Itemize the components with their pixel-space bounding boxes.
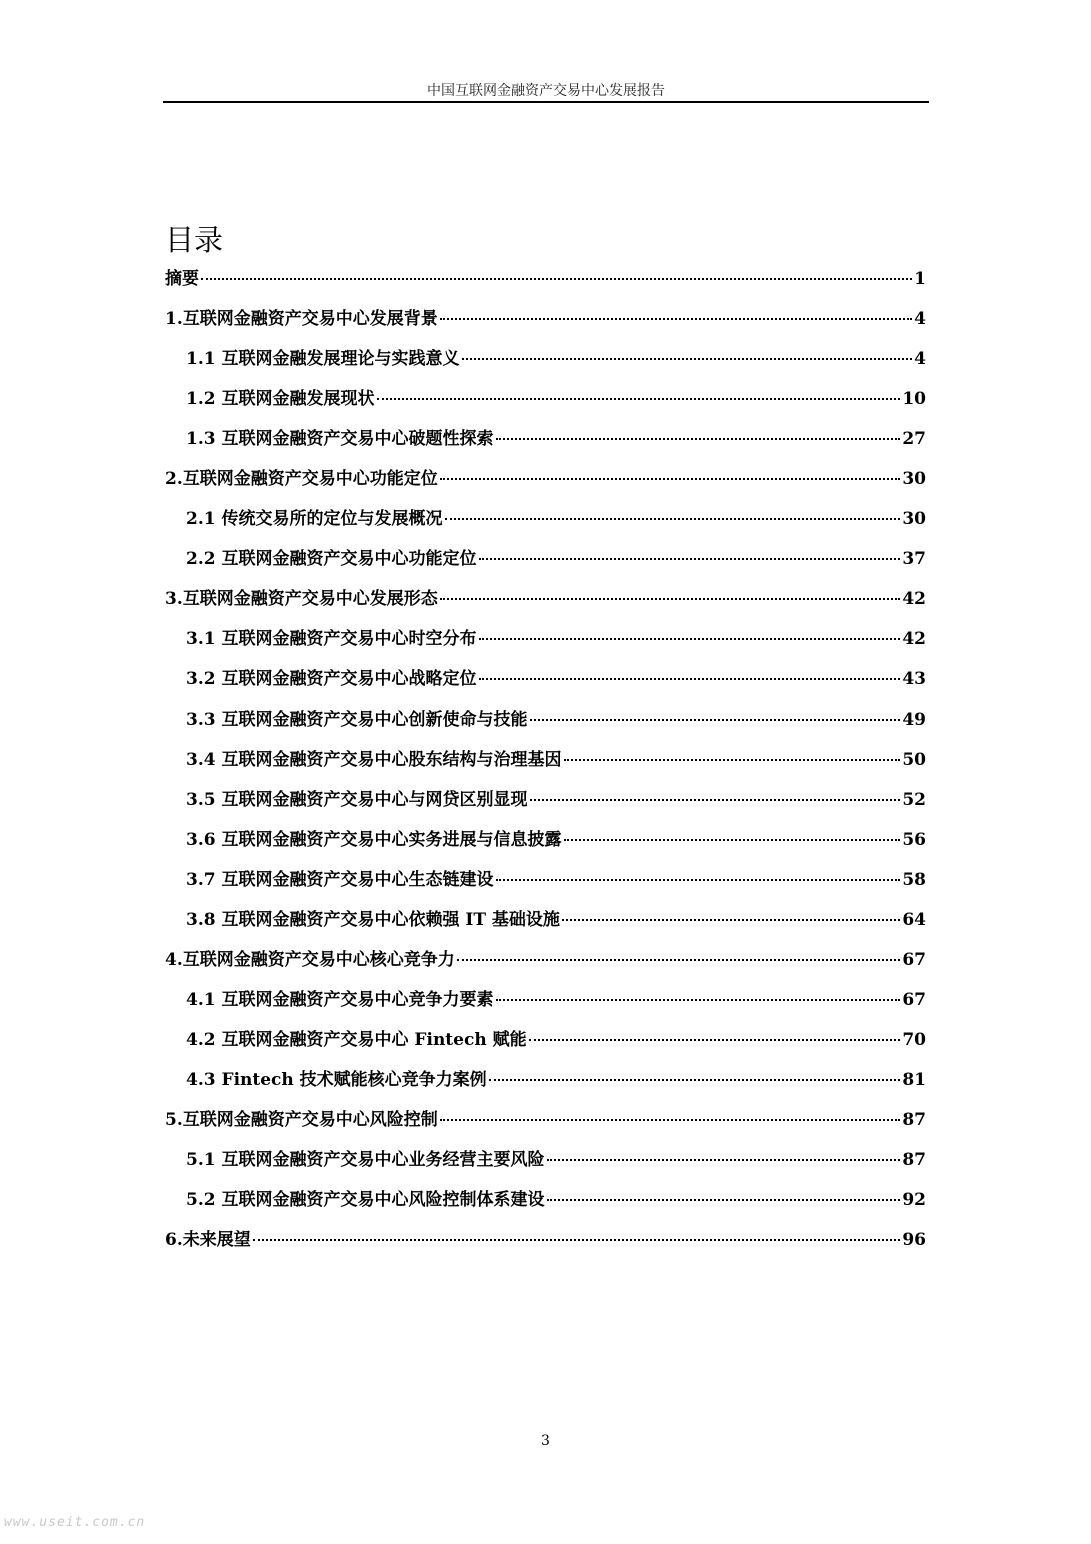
toc-entry-label: 6.未来展望 bbox=[165, 1230, 251, 1251]
toc-entry-page: 42 bbox=[902, 629, 926, 650]
toc-entry-page: 70 bbox=[902, 1029, 926, 1050]
toc-entry-page: 50 bbox=[902, 749, 926, 770]
toc-entry[interactable] bbox=[165, 504, 926, 544]
toc-entry[interactable] bbox=[165, 1065, 926, 1105]
toc-entry-page: 67 bbox=[902, 989, 926, 1010]
toc-dot-leader bbox=[440, 318, 912, 320]
toc-entry-page: 64 bbox=[902, 909, 926, 930]
toc-entry-label: 2.1 传统交易所的定位与发展概况 bbox=[186, 509, 443, 530]
toc-entry[interactable] bbox=[165, 705, 926, 745]
toc-dot-leader bbox=[440, 598, 901, 600]
toc-entry[interactable] bbox=[165, 785, 926, 825]
toc-entry-label: 3.互联网金融资产交易中心发展形态 bbox=[165, 589, 438, 610]
toc-dot-leader bbox=[547, 1199, 901, 1201]
toc-entry-label: 摘要 bbox=[165, 269, 199, 289]
toc-dot-leader bbox=[462, 358, 913, 360]
running-header: 中国互联网金融资产交易中心发展报告 bbox=[427, 83, 665, 99]
toc-dot-leader bbox=[457, 959, 901, 961]
toc-entry-page: 87 bbox=[902, 1109, 926, 1130]
toc-entry-label: 3.8 互联网金融资产交易中心依赖强 IT 基础设施 bbox=[186, 909, 560, 930]
toc-dot-leader bbox=[445, 518, 901, 520]
toc-entry-label: 4.互联网金融资产交易中心核心竞争力 bbox=[165, 949, 455, 970]
toc-entry-page: 1 bbox=[914, 269, 926, 289]
toc-entry[interactable] bbox=[165, 584, 926, 624]
toc-title: 目录 bbox=[165, 223, 224, 257]
toc-entry[interactable] bbox=[165, 1225, 926, 1265]
toc-dot-leader bbox=[496, 999, 901, 1001]
toc-dot-leader bbox=[496, 438, 901, 440]
toc-entry-page: 67 bbox=[902, 949, 926, 970]
toc-entry[interactable] bbox=[165, 985, 926, 1025]
toc-entry-page: 92 bbox=[902, 1190, 926, 1211]
toc-entry-label: 1.互联网金融资产交易中心发展背景 bbox=[165, 309, 438, 330]
toc-entry-page: 10 bbox=[902, 389, 926, 410]
toc-entry-page: 43 bbox=[902, 669, 926, 690]
toc-entry-label: 2.2 互联网金融资产交易中心功能定位 bbox=[186, 549, 477, 570]
toc-entry-label: 5.1 互联网金融资产交易中心业务经营主要风险 bbox=[186, 1150, 545, 1171]
toc-entry-page: 52 bbox=[902, 789, 926, 810]
toc-entry-page: 27 bbox=[902, 429, 926, 450]
header-rule bbox=[163, 101, 929, 103]
toc-dot-leader bbox=[489, 1079, 901, 1081]
toc-entry[interactable] bbox=[165, 544, 926, 584]
toc-entry[interactable] bbox=[165, 424, 926, 464]
toc-entry-page: 96 bbox=[902, 1230, 926, 1251]
toc-entry-label: 4.1 互联网金融资产交易中心竞争力要素 bbox=[186, 989, 494, 1010]
toc-dot-leader bbox=[377, 398, 901, 400]
toc-entry[interactable] bbox=[165, 1185, 926, 1225]
toc-entry-label: 3.3 互联网金融资产交易中心创新使命与技能 bbox=[186, 709, 528, 730]
toc-dot-leader bbox=[529, 1039, 901, 1041]
toc-entry-label: 5.互联网金融资产交易中心风险控制 bbox=[165, 1109, 438, 1130]
toc-entry-label: 3.2 互联网金融资产交易中心战略定位 bbox=[186, 669, 477, 690]
toc-entry[interactable] bbox=[165, 464, 926, 504]
toc-entry-label: 3.7 互联网金融资产交易中心生态链建设 bbox=[186, 869, 494, 890]
toc-dot-leader bbox=[564, 839, 901, 841]
toc-entry-label: 5.2 互联网金融资产交易中心风险控制体系建设 bbox=[186, 1190, 545, 1211]
toc-entry-label: 1.1 互联网金融发展理论与实践意义 bbox=[186, 349, 460, 370]
toc-dot-leader bbox=[253, 1239, 901, 1241]
toc-entry-label: 3.4 互联网金融资产交易中心股东结构与治理基因 bbox=[186, 749, 562, 770]
toc-entry[interactable] bbox=[165, 1025, 926, 1065]
toc-entry-label: 3.1 互联网金融资产交易中心时空分布 bbox=[186, 629, 477, 650]
toc-dot-leader bbox=[201, 278, 912, 280]
toc-dot-leader bbox=[479, 558, 901, 560]
toc-entry[interactable] bbox=[165, 264, 926, 304]
toc-entry-page: 58 bbox=[902, 869, 926, 890]
toc-entry-page: 37 bbox=[902, 549, 926, 570]
toc-entry[interactable] bbox=[165, 905, 926, 945]
toc-entry-page: 49 bbox=[902, 709, 926, 730]
toc-entry[interactable] bbox=[165, 1105, 926, 1145]
toc-entry[interactable] bbox=[165, 304, 926, 344]
toc-entry[interactable] bbox=[165, 1145, 926, 1185]
toc-entry-page: 30 bbox=[902, 509, 926, 530]
toc-entry-page: 87 bbox=[902, 1150, 926, 1171]
toc-entry-page: 42 bbox=[902, 589, 926, 610]
toc-dot-leader bbox=[530, 799, 901, 801]
toc-entry-label: 3.6 互联网金融资产交易中心实务进展与信息披露 bbox=[186, 829, 562, 850]
toc-dot-leader bbox=[496, 879, 901, 881]
toc-entry-page: 30 bbox=[902, 469, 926, 490]
toc-dot-leader bbox=[479, 678, 901, 680]
toc-dot-leader bbox=[440, 1119, 901, 1121]
toc-entry-label: 2.互联网金融资产交易中心功能定位 bbox=[165, 469, 438, 490]
toc-dot-leader bbox=[479, 638, 901, 640]
toc-entry-page: 4 bbox=[914, 349, 926, 370]
toc-dot-leader bbox=[440, 478, 901, 480]
toc-entry[interactable] bbox=[165, 745, 926, 785]
toc-entry-page: 81 bbox=[902, 1069, 926, 1090]
table-of-contents bbox=[165, 264, 926, 1265]
toc-dot-leader bbox=[530, 719, 901, 721]
toc-dot-leader bbox=[562, 919, 900, 921]
toc-entry[interactable] bbox=[165, 865, 926, 905]
toc-entry-page: 56 bbox=[902, 829, 926, 850]
toc-entry-page: 4 bbox=[914, 309, 926, 330]
toc-entry[interactable] bbox=[165, 825, 926, 865]
toc-entry-label: 4.2 互联网金融资产交易中心 Fintech 赋能 bbox=[186, 1029, 527, 1050]
toc-entry[interactable] bbox=[165, 384, 926, 424]
toc-entry-label: 3.5 互联网金融资产交易中心与网贷区别显现 bbox=[186, 789, 528, 810]
toc-entry[interactable] bbox=[165, 624, 926, 664]
toc-entry-label: 1.3 互联网金融资产交易中心破题性探索 bbox=[186, 429, 494, 450]
toc-entry-label: 4.3 Fintech 技术赋能核心竞争力案例 bbox=[186, 1069, 487, 1090]
toc-entry[interactable] bbox=[165, 664, 926, 704]
toc-entry-label: 1.2 互联网金融发展现状 bbox=[186, 389, 375, 410]
toc-dot-leader bbox=[564, 759, 901, 761]
toc-dot-leader bbox=[547, 1159, 901, 1161]
toc-entry[interactable] bbox=[165, 945, 926, 985]
toc-entry[interactable] bbox=[165, 344, 926, 384]
page-number: 3 bbox=[541, 1433, 550, 1449]
watermark: www.useit.com.cn bbox=[4, 1515, 146, 1530]
